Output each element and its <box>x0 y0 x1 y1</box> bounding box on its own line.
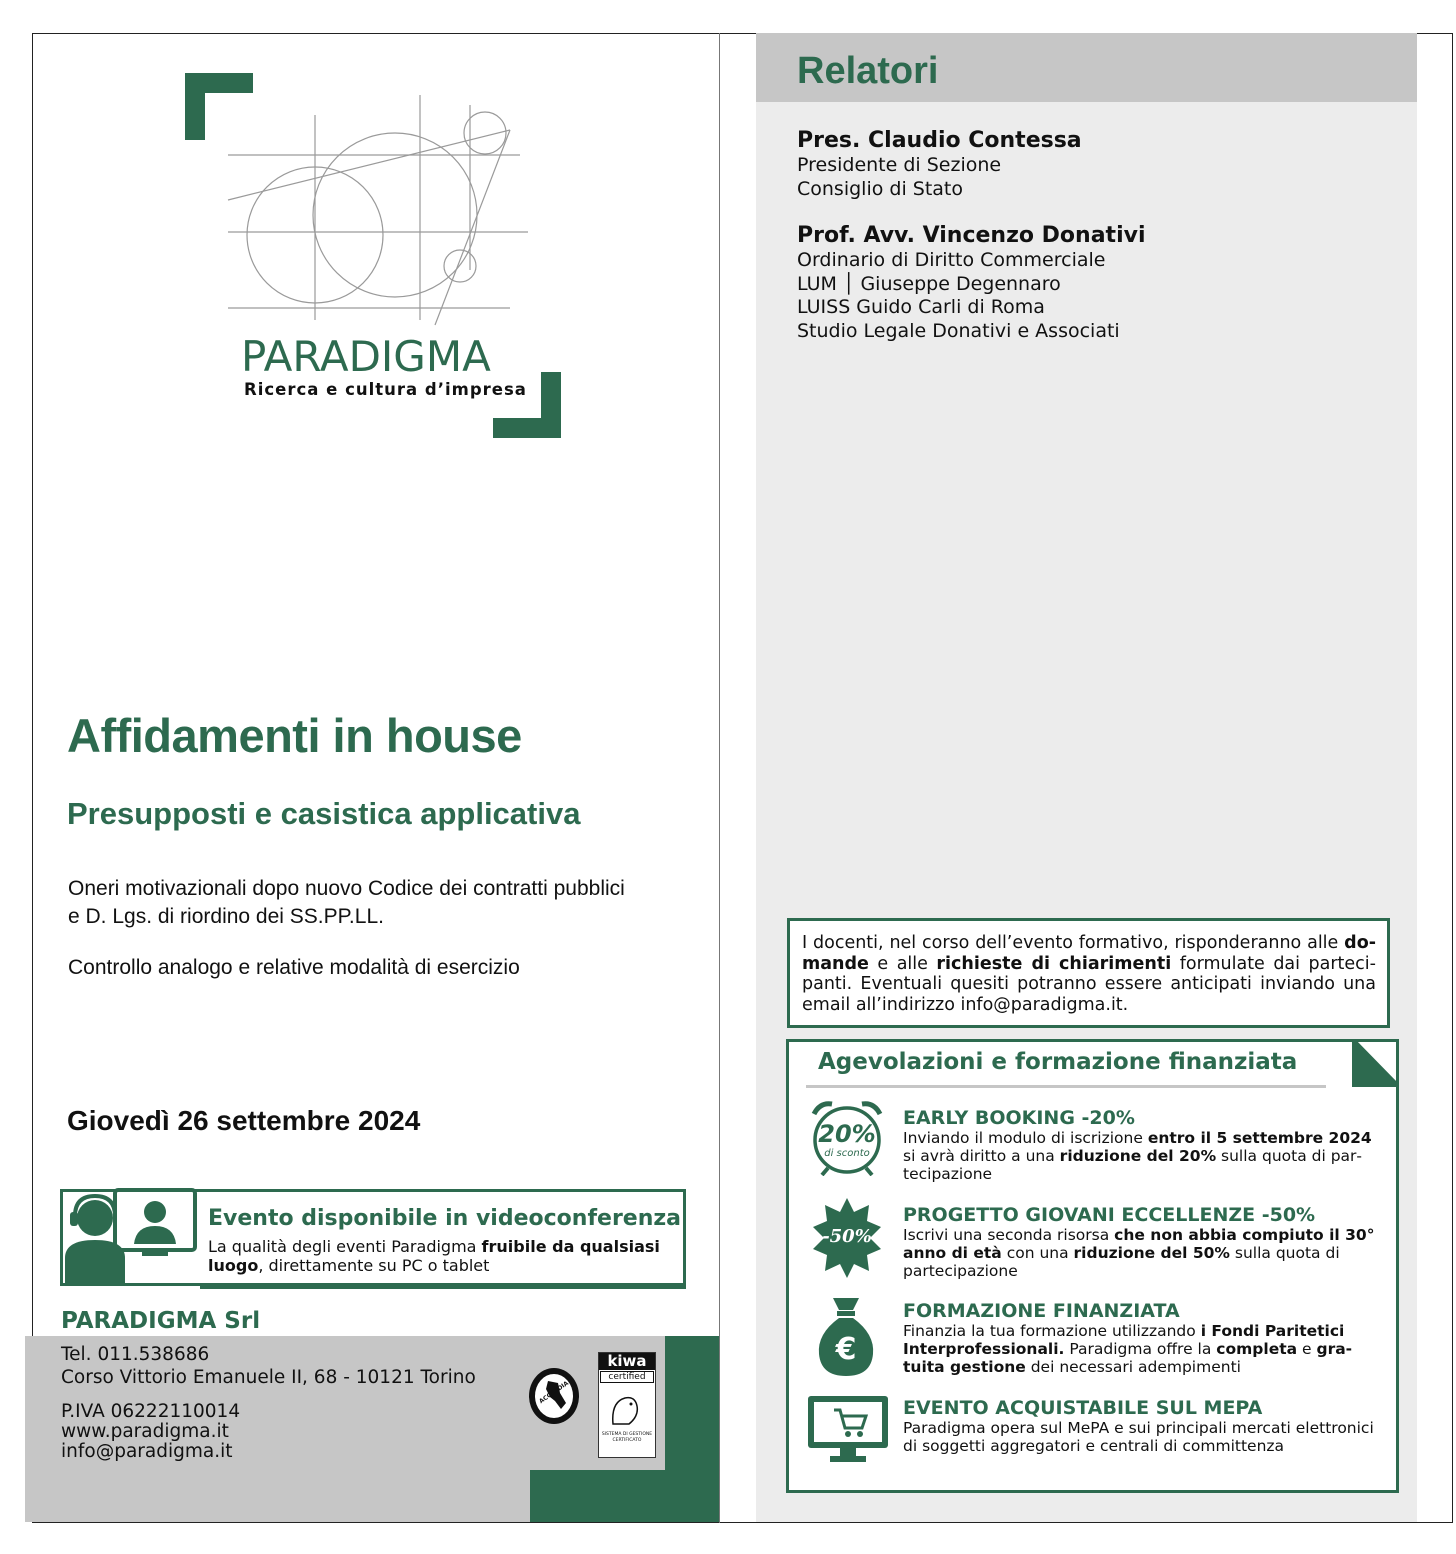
benefit-text: Finanzia la tua formazione utilizzando i Fondi Paritetici Interprofessionali. Paradigma offre la completa e gratuita gestione dei necessari adempimenti <box>903 1322 1353 1376</box>
speaker-list <box>797 128 1397 365</box>
qa-notice-box <box>787 918 1390 1028</box>
company-name: PARADIGMA Srl <box>61 1308 261 1334</box>
alarm-clock-percent: 20% <box>818 1120 876 1148</box>
footer-accent <box>530 1470 719 1522</box>
money-bag-symbol: € <box>835 1332 857 1367</box>
kiwa-sublabel: certified <box>600 1371 654 1383</box>
speaker-name: Pres. Claudio Contessa <box>797 128 1082 153</box>
kiwa-caption: SISTEMA DI GESTIONE CERTIFICATO <box>601 1432 653 1443</box>
qa-notice-text: I docenti, nel corso dell’evento formativo, risponderanno alle domande e alle richieste di chiarimenti formulate dai partecipanti. Eventuali quesiti potranno essere anticipati inviando una email all’indirizzo info@paradigma.it. <box>802 933 1376 1015</box>
event-subtitle: Presupposti e casistica applicativa <box>67 796 581 831</box>
speaker-role: Consiglio di Stato <box>797 177 963 200</box>
logo-tagline: Ricerca e cultura d’impresa <box>244 380 527 399</box>
benefit-title: PROGETTO GIOVANI ECCELLENZE -50% <box>903 1204 1316 1226</box>
accredia-label: ACCREDIA <box>538 1379 570 1406</box>
benefit-item <box>903 1107 1378 1183</box>
benefit-item <box>903 1204 1378 1280</box>
benefit-title: EVENTO ACQUISTABILE SUL MEPA <box>903 1397 1263 1419</box>
company-phone: Tel. 011.538686 <box>61 1344 210 1365</box>
frame-bottom-line <box>33 1522 1453 1523</box>
frame-right-line <box>1452 33 1453 1523</box>
discount-badge-icon <box>812 1196 882 1284</box>
event-date: Giovedì 26 settembre 2024 <box>67 1105 421 1136</box>
monitor-cart-icon <box>806 1394 890 1468</box>
money-bag-icon <box>815 1296 877 1382</box>
speaker-role: Presidente di Sezione <box>797 154 1002 176</box>
company-vat: P.IVA 06222110014 <box>61 1401 241 1422</box>
accredia-badge <box>528 1367 580 1425</box>
speaker-role: LUM │ Giuseppe Degennaro <box>797 272 1061 295</box>
speaker-role: Ordinario di Diritto Commerciale <box>797 249 1106 271</box>
speaker-role: LUISS Guido Carli di Roma <box>797 296 1045 318</box>
logo-brand: PARADIGMA <box>241 332 491 381</box>
event-topic: Oneri motivazionali dopo nuovo Codice dei contratti pubblici <box>68 877 625 900</box>
speaker-item <box>797 223 1397 343</box>
benefit-text: Paradigma opera sul MePA e sui principali mercati elettronici di soggetti aggregatori e centrali di committenza <box>903 1419 1374 1455</box>
agevolazioni-corner <box>1352 1039 1398 1091</box>
videoconference-icon <box>62 1186 202 1290</box>
alarm-clock-caption: di sconto <box>824 1148 870 1159</box>
company-website[interactable]: www.paradigma.it <box>61 1421 229 1442</box>
company-email[interactable]: info@paradigma.it <box>61 1441 233 1462</box>
kiwa-badge <box>598 1352 656 1458</box>
speaker-item <box>797 128 1397 201</box>
speaker-role: Studio Legale Donativi e Associati <box>797 319 1120 342</box>
frame-left-line <box>32 33 33 1523</box>
kiwa-bird-icon <box>599 1384 653 1428</box>
videoconference-title: Evento disponibile in videoconferenza <box>208 1206 682 1231</box>
agevolazioni-title: Agevolazioni e formazione finanziata <box>818 1049 1298 1075</box>
benefit-item <box>903 1397 1378 1455</box>
speaker-name: Prof. Avv. Vincenzo Donativi <box>797 223 1146 248</box>
benefit-text: Iscrivi una seconda risorsa che non abbia compiuto il 30° anno di età con una riduzione del 50% sulla quota di partecipazione <box>903 1226 1375 1280</box>
paradigma-logo <box>180 70 570 445</box>
company-address: Corso Vittorio Emanuele II, 68 - 10121 Torino <box>61 1367 476 1388</box>
event-topic: e D. Lgs. di riordino dei SS.PP.LL. <box>68 905 384 928</box>
event-title: Affidamenti in house <box>67 709 522 762</box>
kiwa-label: kiwa <box>599 1353 655 1370</box>
benefit-title: EARLY BOOKING -20% <box>903 1107 1135 1129</box>
event-topic: Controllo analogo e relative modalità di esercizio <box>68 956 520 979</box>
discount-badge-label: -50% <box>822 1226 872 1247</box>
agevolazioni-underline <box>806 1085 1326 1088</box>
benefit-item <box>903 1300 1378 1376</box>
relatori-title: Relatori <box>797 50 939 92</box>
alarm-clock-icon <box>806 1098 888 1180</box>
benefit-title: FORMAZIONE FINANZIATA <box>903 1300 1180 1322</box>
videoconference-text: La qualità degli eventi Paradigma fruibile da qualsiasi luogo, direttamente su PC o tablet <box>208 1237 660 1275</box>
fold-divider <box>719 33 720 1523</box>
benefit-text: Inviando il modulo di iscrizione entro il 5 settembre 2024 si avrà diritto a una riduzione del 20% sulla quota di partecipazione <box>903 1129 1372 1183</box>
